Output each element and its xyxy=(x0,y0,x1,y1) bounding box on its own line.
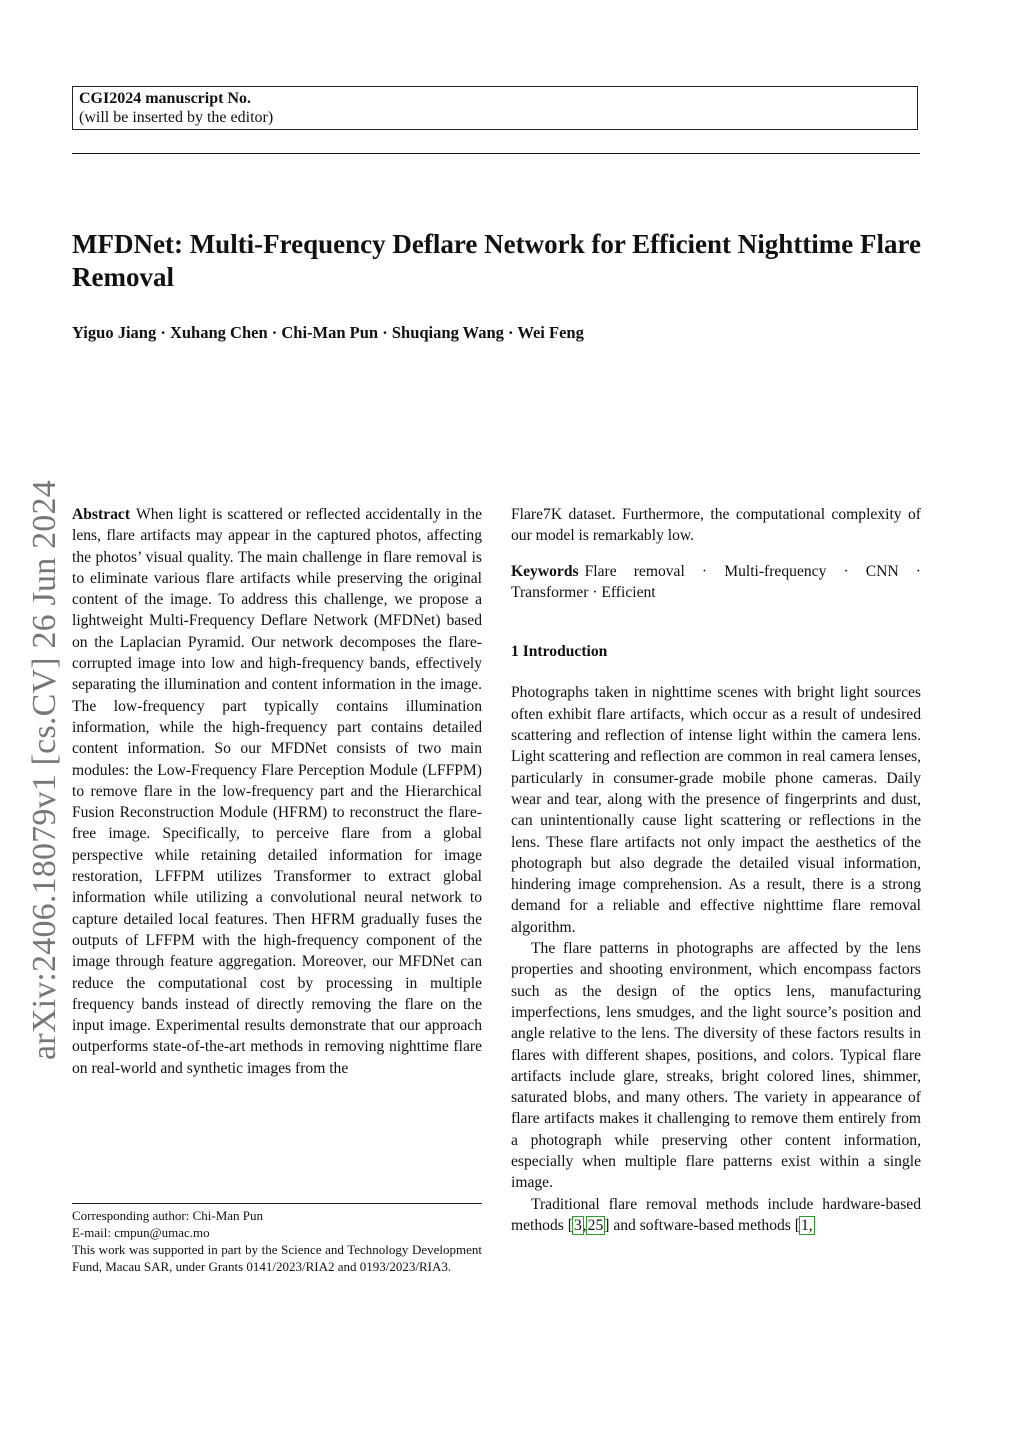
manuscript-number-box xyxy=(72,86,918,130)
manuscript-number-label: CGI2024 manuscript No. xyxy=(79,90,252,107)
left-column xyxy=(72,504,482,1079)
citation-link-3[interactable]: 3 xyxy=(573,1216,582,1234)
intro-paragraph-3-text-2: and software-based methods xyxy=(613,1216,791,1234)
keywords-paragraph xyxy=(511,561,921,604)
intro-paragraph-2: The flare patterns in photographs are affected by the lens properties and shooting environment, which encompass factors such as the design of the optics lens, manufacturing imperfections, lens smudges, and the light source’s position and angle relative to the lens. The diversity of these factors results in flares with different shapes, positions, and colors. Typical flare artifacts include glare, streaks, bright colored lines, shimmer, saturated blobs, and many others. The variety in appearance of flare artifacts makes it challenging to remove them entirely from a photograph while preserving other content information, especially when multiple flare patterns exist within a single image. xyxy=(511,940,921,1192)
abstract-text: When light is scattered or reflected accidentally in the lens, flare artifacts may appear in the captured photos, affecting the photos’ visual quality. The main challenge in flare removal is to eliminate various flare artifacts while preserving the original content of the image. To address this challenge, we propose a lightweight Multi-Frequency Deflare Network (MFDNet) based on the Laplacian Pyramid. Our network decomposes the flare-corrupted image into low and high-frequency bands, effectively separating the illumination and content information in the image. The low-frequency part typically contains illumination information, while the high-frequency part contains detailed content information. So our MFDNet consists of two main modules: the Low-Frequency Flare Perception Module (LFFPM) to remove flare in the low-frequency part and the Hierarchical Fusion Reconstruction Module (HFRM) to reconstruct the flare-free image. Specifically, to perceive flare from a global perspective while retaining detailed information for image restoration, LFFPM utilizes Transformer to extract global information while utilizing a convolutional neural network to capture detailed local features. Then HFRM gradually fuses the outputs of LFFPM with the high-frequency component of the image through feature aggregation. Moreover, our MFDNet can reduce the computational cost by processing in multiple frequency bands instead of directly removing the flare on the input image. Experimental results demonstrate that our approach outperforms state-of-the-art methods in removing nighttime flare on real-world and synthetic images from the xyxy=(72,506,482,1077)
intro-paragraph-3-text: Traditional flare removal methods include hardware-based methods xyxy=(511,1195,921,1234)
keywords-text: Flare removal · Multi-frequency · CNN · Transformer · Efficient xyxy=(511,562,921,601)
intro-paragraph-3: Traditional flare removal methods include hardware-based methods [3,25] and software-based methods [1, xyxy=(511,1195,921,1234)
abstract-paragraph xyxy=(72,504,482,1079)
footnote-rule xyxy=(72,1203,482,1204)
contact-email: E-mail: cmpun@umac.mo xyxy=(72,1225,210,1240)
abstract-label: Abstract xyxy=(72,506,131,523)
keywords-label: Keywords xyxy=(511,562,579,580)
intro-paragraph-1: Photographs taken in nighttime scenes with bright light sources often exhibit flare artifacts, which occur as a result of undesired scattering and reflection of intense light within the camera lens. Light scattering and reflection are common in real camera lenses, particularly in consumer-grade mobile phone cameras. Daily wear and tear, along with the presence of fingerprints and dust, can unintentionally cause light scattering or reflections in the lens. These flare artifacts not only impact the aesthetics of the photograph but also degrade the detailed visual information, hindering image comprehension. As a result, there is a strong demand for a reliable and effective nighttime flare removal algorithm. xyxy=(511,684,921,936)
citation-link-1[interactable]: 1, xyxy=(800,1216,813,1234)
section-heading-introduction: 1 Introduction xyxy=(511,643,608,661)
author-list: Yiguo Jiang · Xuhang Chen · Chi-Man Pun · Shuqiang Wang · Wei Feng xyxy=(72,323,584,342)
arxiv-stamp: arXiv:2406.18079v1 [cs.CV] 26 Jun 2024 xyxy=(26,480,63,1060)
corresponding-author: Corresponding author: Chi-Man Pun xyxy=(72,1208,264,1223)
paper-title: MFDNet: Multi-Frequency Deflare Network for Efficient Nighttime Flare Removal xyxy=(72,229,921,292)
abstract-continuation: Flare7K dataset. Furthermore, the computational complexity of our model is remarkably low. xyxy=(511,506,921,545)
footnote xyxy=(72,1207,482,1275)
right-column xyxy=(511,504,921,1236)
citation-link-25[interactable]: 25 xyxy=(587,1216,604,1234)
funding-note: This work was supported in part by the Science and Technology Development Fund, Macau SAR, under Grants 0141/2023/RIA2 and 0193/2023/RIA3. xyxy=(72,1242,482,1274)
header-rule xyxy=(72,153,920,154)
editor-note: (will be inserted by the editor) xyxy=(79,109,274,126)
